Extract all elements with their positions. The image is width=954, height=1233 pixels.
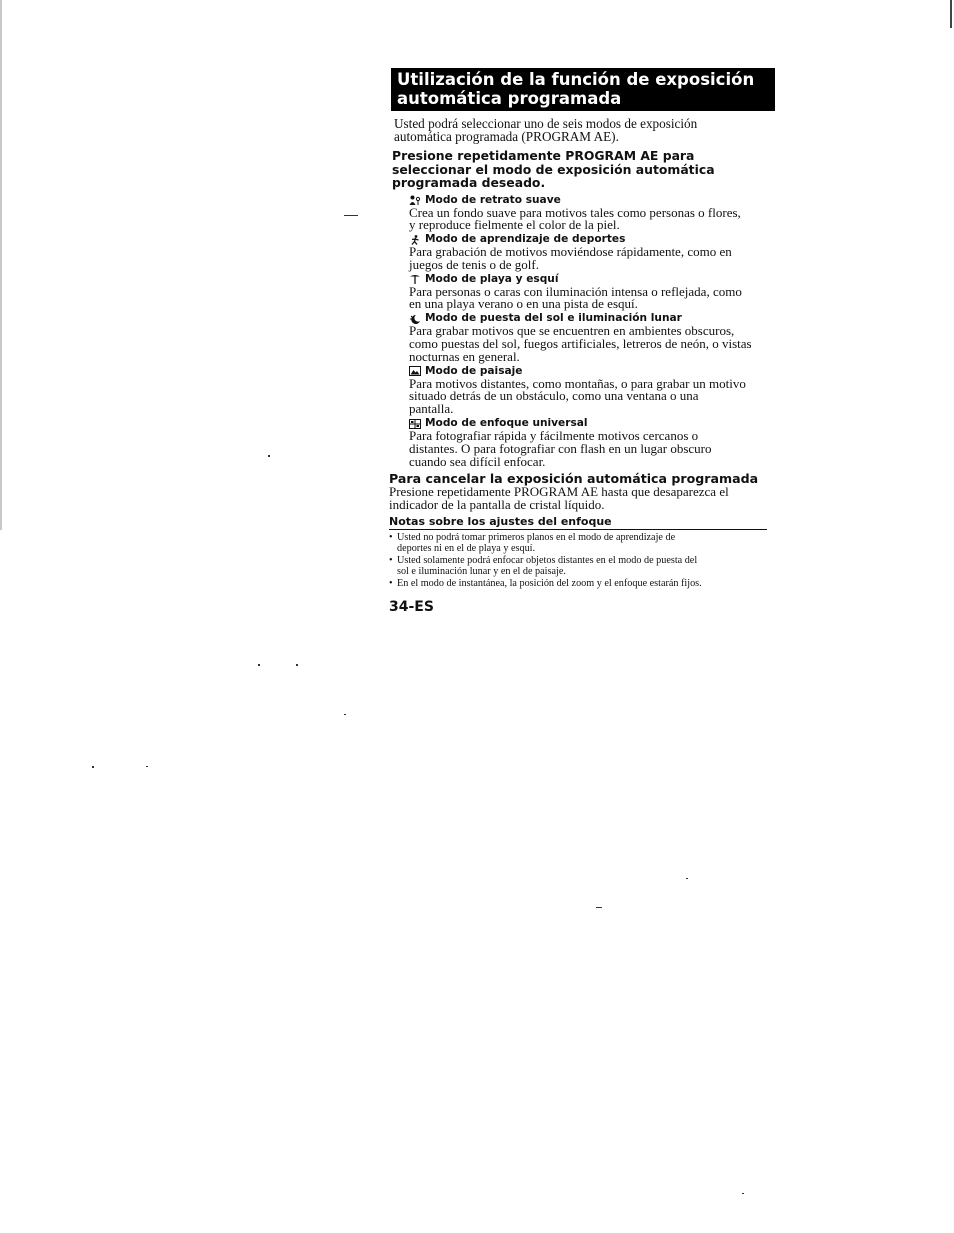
mode-desc-line: Para personas o caras con iluminación intensa o reflejada, como	[409, 283, 742, 299]
mode-desc-line: cuando sea difícil enfocar.	[409, 453, 546, 469]
mode-desc-line: situado detrás de un obstáculo, como una ventana o una	[409, 388, 699, 404]
mode-heading-text: Modo de playa y esquí	[425, 272, 559, 285]
margin-mark	[596, 907, 602, 908]
cancel-line-2: indicador de la pantalla de cristal líquido.	[389, 497, 605, 513]
mode-list	[409, 194, 779, 469]
note-item	[389, 555, 767, 578]
mode-heading-text: Modo de retrato suave	[425, 193, 561, 206]
page-number: 34-ES	[389, 599, 434, 616]
mode-description	[409, 246, 771, 272]
cancel-line-1: Presione repetidamente PROGRAM AE hasta que desaparezca el	[389, 484, 729, 500]
note-item	[389, 578, 767, 589]
note-item	[389, 532, 767, 555]
page-title-line-2: automática programada	[397, 89, 622, 108]
margin-mark	[686, 878, 688, 879]
margin-mark	[268, 455, 270, 457]
mode-item-pan-focus	[409, 417, 779, 468]
mode-heading-text: Modo de enfoque universal	[425, 417, 588, 430]
mode-item-sunset-moon	[409, 312, 779, 363]
scan-edge-right	[950, 0, 952, 28]
page-title	[391, 68, 775, 111]
margin-mark	[742, 1193, 744, 1194]
mode-desc-line: como puestas del sol, fuegos artificiales, letreros de neón, o vistas	[409, 336, 752, 352]
intro-paragraph	[394, 117, 754, 143]
mode-desc-line: Para fotografiar rápida y fácilmente motivos cercanos o	[409, 428, 699, 444]
mode-description	[409, 375, 771, 417]
mode-desc-line: Para motivos distantes, como montañas, o para grabar un motivo	[409, 375, 746, 391]
sunset-moon-mode-icon	[409, 314, 421, 324]
margin-mark	[344, 714, 346, 715]
mode-desc-line: distantes. O para fotografiar con flash en un lugar obscuro	[409, 440, 712, 456]
note-line: • Usted no podrá tomar primeros planos en el modo de aprendizaje de	[397, 532, 676, 544]
cancel-paragraph	[389, 486, 759, 512]
margin-mark	[344, 215, 358, 216]
mode-description	[409, 283, 771, 312]
note-line: • En el modo de instantánea, la posición del zoom y el enfoque estarán fijos.	[397, 577, 702, 589]
mode-item-landscape	[409, 365, 779, 416]
page-content	[389, 68, 779, 615]
mode-item-portrait	[409, 194, 779, 233]
mode-desc-line: Crea un fondo suave para motivos tales como personas o flores,	[409, 204, 741, 220]
intro-line-2: automática programada (PROGRAM AE).	[394, 129, 619, 144]
mode-desc-line: juegos de tenis o de golf.	[409, 256, 539, 272]
margin-mark	[92, 766, 94, 768]
mode-desc-line: Para grabar motivos que se encuentren en ambientes obscuros,	[409, 323, 735, 339]
mode-description	[409, 430, 771, 468]
scan-edge-left	[0, 0, 2, 530]
margin-mark	[296, 664, 298, 666]
mode-description	[409, 204, 771, 233]
note-line: • Usted solamente podrá enfocar objetos distantes en el modo de puesta del	[397, 554, 698, 566]
beach-ski-mode-icon	[409, 274, 421, 284]
notes-list	[389, 532, 779, 589]
mode-desc-line: pantalla.	[409, 401, 454, 417]
instruction-line-2: seleccionar el modo de exposición automática	[392, 161, 715, 177]
margin-mark	[146, 766, 148, 767]
cancel-heading: Para cancelar la exposición automática programada	[389, 471, 759, 487]
margin-mark	[258, 664, 260, 666]
mode-desc-line: Para grabación de motivos moviéndose rápidamente, como en	[409, 244, 732, 260]
mode-item-sports	[409, 233, 779, 272]
mode-heading-text: Modo de aprendizaje de deportes	[425, 233, 626, 246]
mode-item-beach-ski	[409, 273, 779, 312]
page-title-line-1: Utilización de la función de exposición	[397, 70, 755, 89]
mode-desc-line: nocturnas en general.	[409, 348, 520, 364]
note-line: sol e iluminación lunar y en el de paisaje.	[397, 566, 566, 578]
instruction-line-1: Presione repetidamente PROGRAM AE para	[392, 148, 695, 163]
portrait-mode-icon	[409, 195, 421, 205]
instruction-line-3: programada deseado.	[392, 175, 546, 190]
instruction-heading	[392, 149, 762, 190]
mode-description	[409, 325, 771, 363]
mode-heading-text: Modo de puesta del sol e iluminación lunar	[425, 312, 682, 325]
mode-desc-line: y reproduce fielmente el color de la piel.	[409, 217, 620, 233]
note-line: deportes ni en el de playa y esquí.	[397, 543, 536, 555]
mode-heading-text: Modo de paisaje	[425, 364, 523, 377]
landscape-mode-icon	[409, 366, 421, 376]
sports-mode-icon	[409, 235, 421, 245]
intro-line-1: Usted podrá seleccionar uno de seis modos de exposición	[394, 116, 698, 131]
notes-heading: Notas sobre los ajustes del enfoque	[389, 515, 767, 530]
mode-desc-line: en una playa verano o en una pista de esquí.	[409, 296, 638, 312]
pan-focus-mode-icon	[409, 419, 421, 429]
